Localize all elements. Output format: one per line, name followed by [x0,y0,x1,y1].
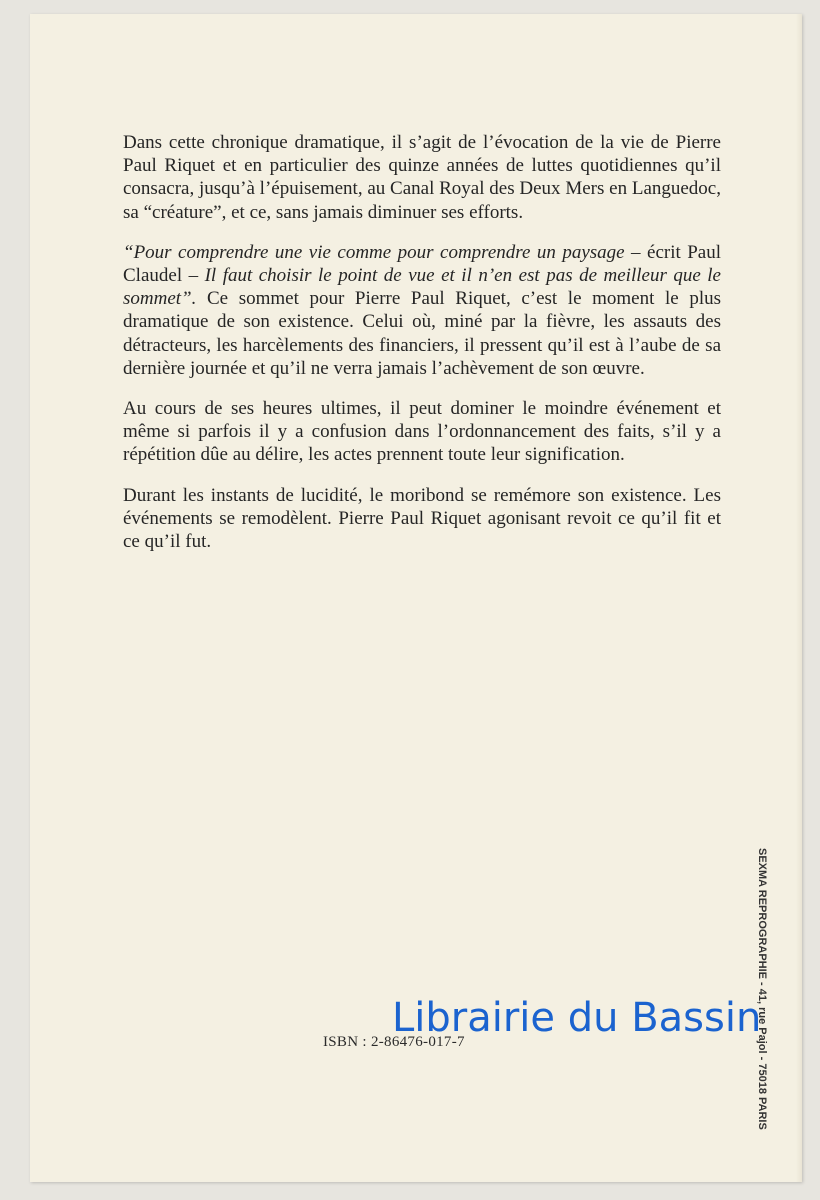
printer-credit-text: SEXMA REPROGRAPHIE - 41, rue Pajol - 75018 PARIS [756,848,768,1130]
isbn-number: ISBN : 2-86476-017-7 [323,1034,465,1050]
claudel-quote-start: “Pour comprendre une vie comme pour comprendre un paysage – [123,241,641,263]
printer-credit [752,848,768,1130]
paragraph-segment: Ce sommet pour Pierre Paul Riquet, c’est le moment le plus dramatique de son existence. Celui où, miné par la fièvre, les assauts des détracteurs, les harcèlements des financiers, il pressent qu’il est à l’aube de sa dernière journée et qu’il ne verra jamais l’achèvement de son œuvre. [123,288,721,379]
paragraph-segment: écrit Paul Claudel – [123,241,721,287]
claudel-quote-end: Il faut choisir le point de vue et il n’en est pas de meilleur que le sommet”. [123,265,721,310]
blurb-text [123,131,721,570]
cover-edge [796,14,802,1182]
blurb-paragraph-3 [123,397,721,467]
paragraph-segment: Au cours de ses heures ultimes, il peut dominer le moindre événement et même si parfois il y a confusion dans l’ordonnancement des faits, s’il y a répétition dûe au délire, les actes prennent toute leur signification. [123,398,721,466]
watermark-librairie: Librairie du Bassin [392,995,762,1041]
blurb-paragraph-2 [123,241,721,380]
paragraph-segment: Dans cette chronique dramatique, il s’agit de l’évocation de la vie de Pierre Paul Riquet et en particulier des quinze années de luttes quotidiennes qu’il consacra, jusqu’à l’épuisement, au Canal Royal des Deux Mers en Languedoc, sa “créature”, et ce, sans jamais diminuer ses efforts. [123,132,721,223]
blurb-paragraph-1 [123,131,721,224]
paragraph-segment: Durant les instants de lucidité, le moribond se remémore son existence. Les événements se remodèlent. Pierre Paul Riquet agonisant revoit ce qu’il fit et ce qu’il fut. [123,484,721,553]
blurb-paragraph-4 [123,484,721,554]
